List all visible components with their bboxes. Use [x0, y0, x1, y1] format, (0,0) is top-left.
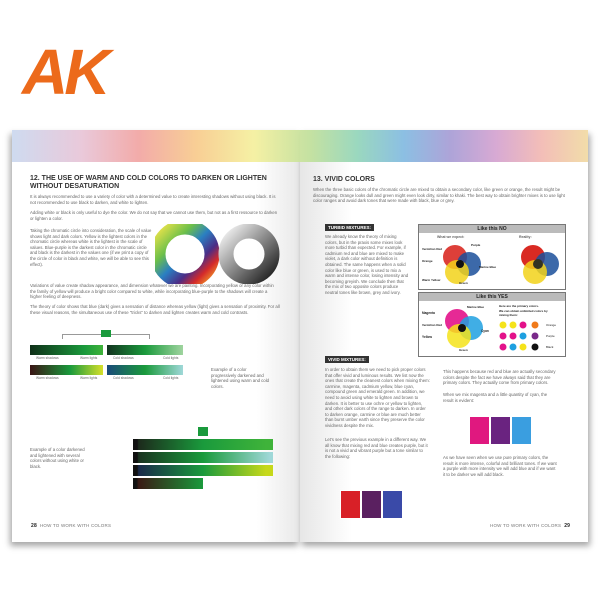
like-this-yes-box: [418, 292, 566, 357]
paragraph: Taking the chromatic circle into consideration, the scale of value shows light and dark colors. Yellow is the lightest colors in the chromatic circle whereas white is the lightest in the scale of values. Blue-purple is the darkest color in the chromatic circle and black is the darkest in the values one (if we print a copy of the circle of color in black and white, we will be able to see this effect).: [30, 228, 152, 267]
result-label: Purple: [546, 334, 555, 338]
primary-mix-diagram: [441, 306, 486, 354]
label: Orange: [422, 259, 433, 263]
legend-label: Warm lights: [80, 356, 98, 360]
ak-logo: AK: [22, 36, 107, 108]
paragraph: This happens because red and blue are actually secondary colors despite the fact we have always said that they are primary colors. They actually come from primary colors.: [443, 369, 556, 386]
magenta-swatch: [469, 416, 490, 445]
legend-label: Cold lights: [163, 356, 179, 360]
label: Here are the primary colors.: [499, 304, 539, 308]
watercolor-banner: [12, 130, 588, 162]
label: Magenta: [422, 311, 435, 315]
label: We can obtain unlimited colors by mixing them:: [499, 309, 548, 317]
label: Green: [459, 281, 468, 285]
figure-caption: Example of a color darkened and lightened with several colors without using white or black.: [30, 447, 85, 469]
color-wheels: [155, 224, 285, 284]
warm-gradient-bar: [30, 345, 103, 355]
paragraph: The theory of color shows that blue (dark) gives a sensation of distance whereas yellow (light) gives a sensation of proximity. For all these visual reasons, the simultaneous use of these "tricks" to darken and lighten creates warm and cold contrasts.: [30, 304, 280, 315]
reality-mix-diagram: [517, 242, 562, 287]
paragraph: We already know the theory of mixing colors, but in the praxis some mixes look more turbid than expected. For example, if cadmium red and blue are mixed to make violet, a dark color without definition is obtained. The same happens when a solid color like blue or green, is used to mix a warm and intense color, losing intensity and becoming greyish. We conclude then that the mix of two opposite colors produce neutral tones like brown, grey and ivory.: [325, 234, 409, 295]
red-swatch: [340, 490, 361, 519]
paragraph: When we mix magenta and a little quantity of cyan, the result is evident:: [443, 392, 548, 403]
paragraph: When the three basic colors of the chromatic circle are mixed to obtain a secondary color, like green or orange, the result might be discouraging. Orange looks dull and green might even look dirty, similar to khaki. The best way to obtain brighter mixes is to use light color ranges and avoid dark tones that were made with black, blue or grey.: [313, 187, 565, 204]
label: Marine Blue: [479, 265, 497, 269]
vivid-mixtures-label: VIVID MIXTURES:: [325, 356, 369, 363]
legend-label: Cold lights: [163, 376, 179, 380]
running-title: HOW TO WORK WITH COLORS: [490, 523, 562, 528]
label: Vermilion Red: [422, 247, 443, 251]
legend-label: Cold shadows: [113, 376, 134, 380]
legend-label: Cold shadows: [113, 356, 134, 360]
blue-swatch: [382, 490, 403, 519]
purple-swatch: [490, 416, 511, 445]
page-number: 28: [31, 523, 37, 529]
result-label: Orange: [546, 323, 557, 327]
legend-label: Warm shadows: [36, 356, 59, 360]
label: Warm Yellow: [422, 278, 441, 282]
turbid-mixtures-label: TURBID MIXTURES:: [325, 224, 374, 231]
running-title: HOW TO WORK WITH COLORS: [39, 523, 112, 528]
page-number: 29: [564, 523, 571, 529]
label: Yellow: [422, 335, 432, 339]
cold-gradient-bar: [107, 345, 183, 355]
base-color-swatch: [101, 330, 111, 337]
figure-caption: Example of a color progressively darkened and lightened using warm and cold colors.: [211, 367, 270, 389]
gradient-row: [133, 465, 273, 476]
label: Purple: [471, 243, 481, 247]
gradient-row: [133, 478, 203, 489]
base-color-swatch: [198, 427, 208, 436]
mixing-equations: [499, 320, 544, 355]
legend-label: Warm lights: [80, 376, 98, 380]
paragraph: It is always recommended to use a variety of color with a determined value to create interesting shadows without using black. It is not recommended to use black to darken, and white to lighten.: [30, 194, 276, 205]
box-title: Like this YES: [419, 293, 565, 301]
page-footer: [28, 523, 111, 529]
dark-purple-swatch: [361, 490, 382, 519]
gradient-row: [133, 439, 273, 450]
paragraph: In order to obtain them we need to pick proper colors that offer vivid and luminous results. We list now the ones that create the cleanest colors when mixing them: carmine, magenta, cadmium yellow, blue cyan, compound green and emerald green. In addition, we need to avoid using white to lighten and brown to darken. It is better to use ochre or yellow to lighten, and other dark colors of the range to darken. In order to darken orange, carmine or blue are much better than burnt umber earth since they preserve the color vividness despite the mix.: [325, 367, 430, 428]
legend-label: Warm shadows: [36, 376, 59, 380]
like-this-no-box: [418, 224, 566, 290]
box-title: Like this NO: [419, 225, 565, 233]
paragraph: Let's see the previous example in a different way. We all know that mixing red and blue creates purple, but it is not a vivid and vibrant purple but a tone similar to the following:: [325, 437, 428, 459]
label: Cyan: [481, 329, 489, 333]
warm-gradient-bar: [30, 365, 103, 375]
paragraph: As we have seen when we use pure primary colors, the result is more intense, colorful and brilliant tones. If we want a purple with more intensity we will add blue and if we want it to be darker we will add black.: [443, 455, 557, 477]
paragraph: Adding white or black is only useful to dye the color. We do not say that we cannot use them, but not as a first ressource to darken or lighten a color.: [30, 210, 278, 221]
cold-gradient-bar: [107, 365, 183, 375]
label: Green: [459, 348, 468, 352]
label: Reality:: [519, 235, 532, 239]
paragraph: Variations of value create shadow appearance, and dimension whatever we are painting. Incorporating yellow or any color within the family of yellow will produce a bright color compared to white, while incorporating blue-purple to the shadows will create a higher feeling of deepness.: [30, 283, 274, 300]
page-footer: [490, 523, 573, 529]
section-title: 12. THE USE OF WARM AND COLD COLORS TO DARKEN OR LIGHTEN WITHOUT DESATURATION: [30, 175, 267, 190]
cyan-swatch: [511, 416, 532, 445]
result-label: Black: [546, 345, 554, 349]
label: What we expect:: [437, 235, 465, 239]
label: Vermilion Red: [422, 323, 443, 327]
label: Marine Blue: [467, 305, 485, 309]
section-title: 13. VIVID COLORS: [313, 176, 375, 183]
gradient-row: [133, 452, 273, 463]
